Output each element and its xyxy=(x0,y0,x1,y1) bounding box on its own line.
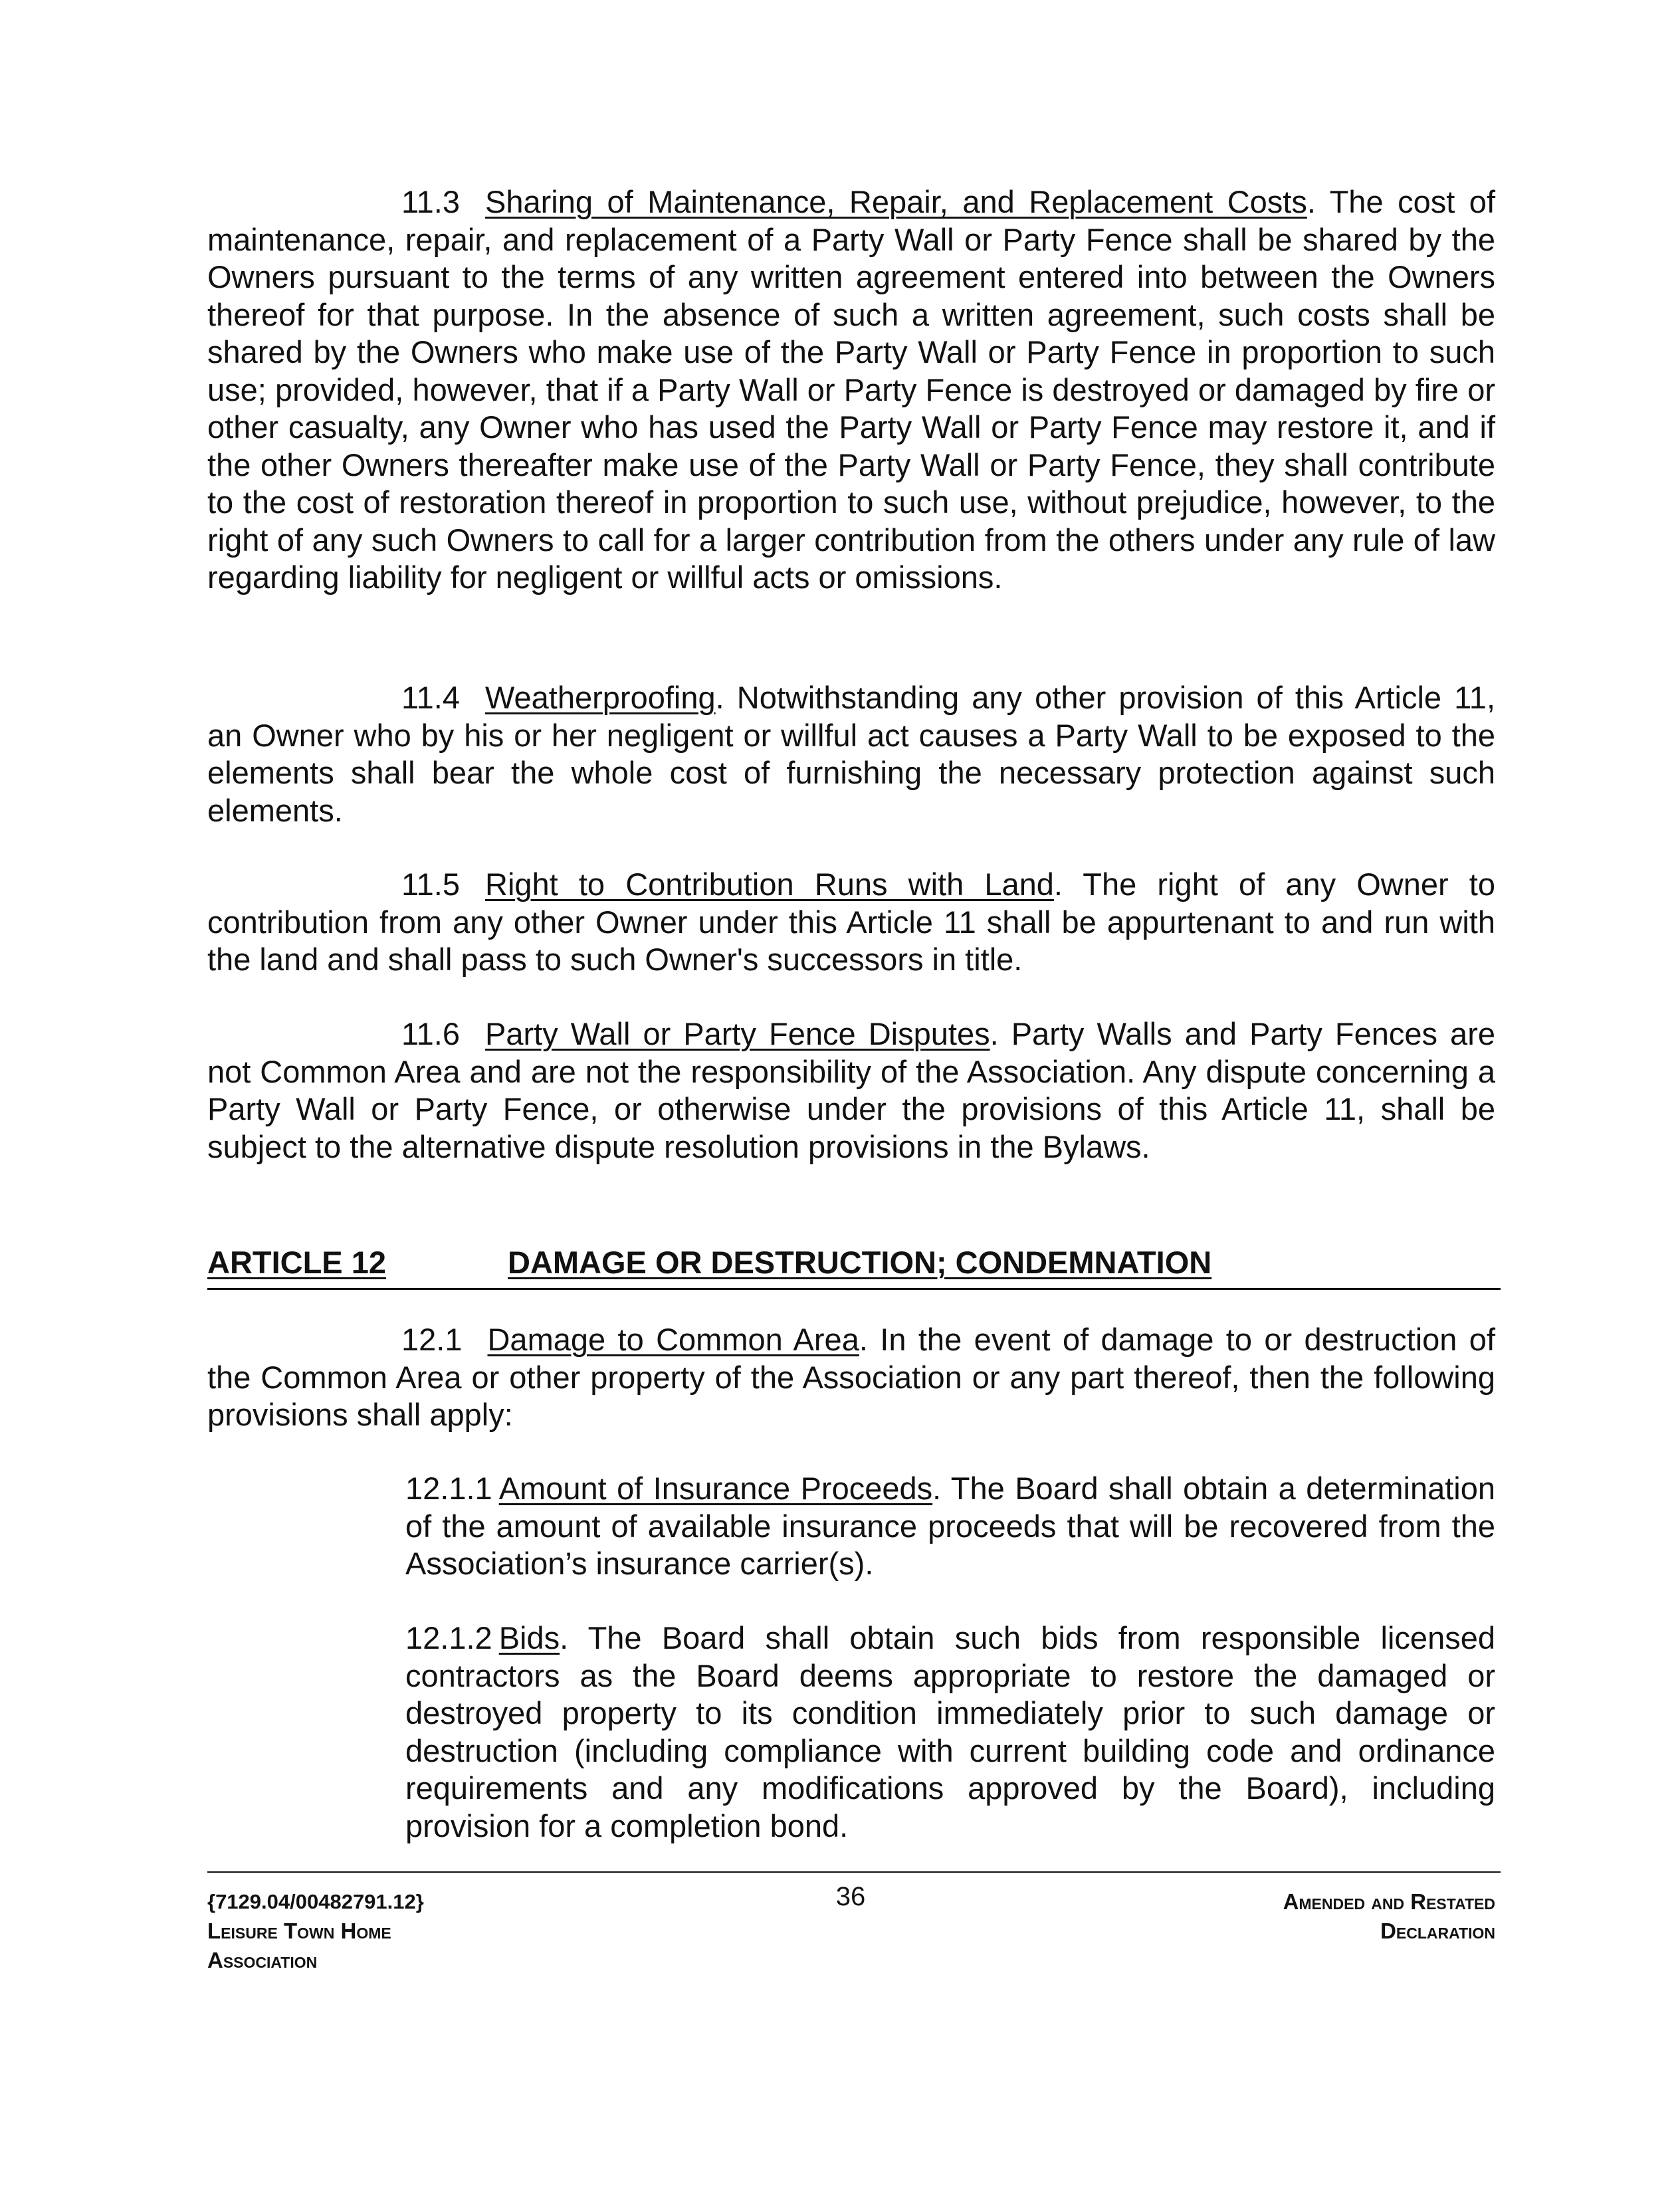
section-title: Party Wall or Party Fence Disputes xyxy=(485,1016,990,1051)
footer-right xyxy=(1097,1887,1495,1946)
section-body: . Party Walls and Party Fences are not Common Area and are not the responsibility of the Association. Any dispute concerning a Party Wall or Party Fence, or otherwise under the provisions of this Article 11, shall be subject to the alternative dispute resolution provisions in the Bylaws. xyxy=(207,1016,1495,1164)
section-number: 11.3 xyxy=(401,184,460,219)
section-11-4 xyxy=(207,679,1495,829)
subsection-12-1-2 xyxy=(405,1620,1495,1845)
subsection-number: 12.1.2 xyxy=(405,1620,492,1655)
section-number: 12.1 xyxy=(401,1322,463,1357)
subsection-body: . The Board shall obtain such bids from responsible licensed contractors as the Board deems appropriate to restore the damaged or destroyed property to its condition immediately prior to such damage or destruction (including compliance with current building code and ordinance requirements and any modifications approved by the Board), including provision for a completion bond. xyxy=(405,1620,1495,1843)
article-12-heading xyxy=(207,1244,1501,1290)
document-title-line-1: Amended and Restated xyxy=(1283,1889,1495,1914)
subsection-title: Amount of Insurance Proceeds xyxy=(498,1471,933,1506)
section-title: Sharing of Maintenance, Repair, and Replacement Costs xyxy=(485,184,1307,219)
document-code: {7129.04/00482791.12} xyxy=(207,1890,424,1913)
section-11-3 xyxy=(207,183,1495,597)
subsection-number: 12.1.1 xyxy=(405,1471,492,1506)
section-11-5 xyxy=(207,866,1495,979)
page-number: 36 xyxy=(835,1882,866,1911)
subsection-title: Bids xyxy=(498,1620,560,1655)
section-body: . The cost of maintenance, repair, and replacement of a Party Wall or Party Fence shall be shared by the Owners pursuant to the terms of any written agreement entered into between the Owners thereof for that purpose. In the absence of such a written agreement, such costs shall be shared by the Owners who make use of the Party Wall or Party Fence in proportion to such use; provided, however, that if a Party Wall or Party Fence is destroyed or damaged by fire or other casualty, any Owner who has used the Party Wall or Party Fence may restore it, and if the other Owners thereafter make use of the Party Wall or Party Fence, they shall contribute to the cost of restoration thereof in proportion to such use, without prejudice, however, to the right of any such Owners to call for a larger contribution from the others under any rule of law regarding liability for negligent or willful acts or omissions. xyxy=(207,184,1496,595)
subsection-body: . The Board shall obtain a determination of the amount of available insurance proceeds that will be recovered from the Association’s insurance carrier(s). xyxy=(405,1471,1495,1581)
section-12-1 xyxy=(207,1321,1495,1434)
section-number: 11.5 xyxy=(401,867,460,902)
section-title: Weatherproofing xyxy=(485,680,716,715)
section-body: . The right of any Owner to contribution from any other Owner under this Article 11 shall be appurtenant to and run with the land and shall pass to such Owner's successors in title. xyxy=(207,867,1496,977)
section-body: . In the event of damage to or destruction of the Common Area or other property of the Association or any part thereof, then the following provisions shall apply: xyxy=(207,1322,1495,1432)
article-label: ARTICLE 12 xyxy=(207,1245,386,1280)
organization-line-1: Leisure Town Home xyxy=(207,1919,391,1943)
section-title: Right to Contribution Runs with Land xyxy=(485,867,1054,902)
section-number: 11.6 xyxy=(401,1016,460,1051)
section-body: . Notwithstanding any other provision of this Article 11, an Owner who by his or her negligent or willful act causes a Party Wall to be exposed to the elements shall bear the whole cost of furnishing the necessary protection against such elements. xyxy=(207,680,1495,828)
section-number: 11.4 xyxy=(401,680,460,715)
section-11-6 xyxy=(207,1015,1495,1166)
footer-divider xyxy=(207,1871,1501,1873)
article-title: DAMAGE OR DESTRUCTION; CONDEMNATION xyxy=(508,1245,1212,1280)
subsection-12-1-1 xyxy=(405,1470,1495,1583)
footer-left xyxy=(207,1887,424,1975)
organization-line-2: Association xyxy=(207,1948,318,1972)
document-title-line-2: Declaration xyxy=(1380,1919,1495,1943)
section-title: Damage to Common Area xyxy=(487,1322,859,1357)
